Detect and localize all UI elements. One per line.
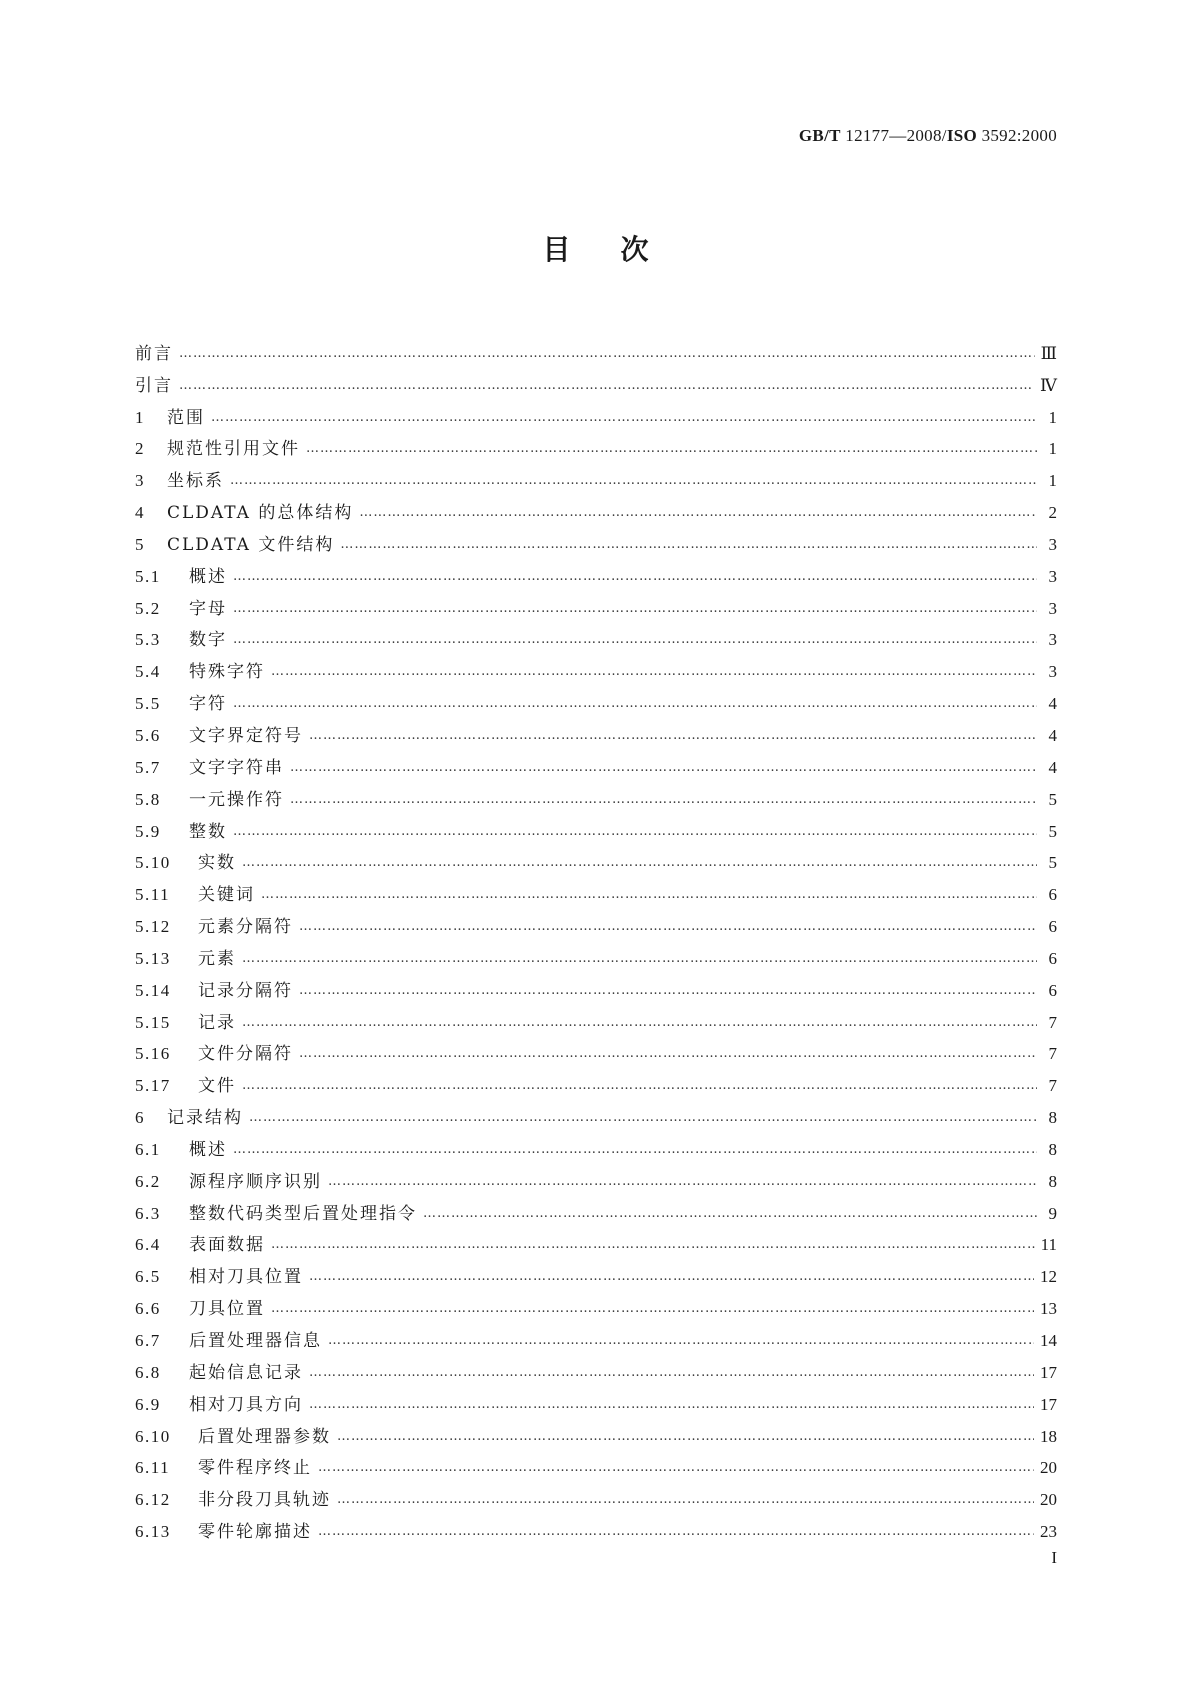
toc-entry-page: 1 (1048, 407, 1057, 427)
toc-dot-leader (242, 852, 1037, 874)
toc-entry-page: Ⅳ (1040, 375, 1057, 395)
toc-dot-leader (242, 948, 1037, 970)
toc-entry-title: 文件 (198, 1076, 236, 1097)
toc-dot-leader (318, 1521, 1034, 1543)
standard-code-gb: GB/T (798, 126, 841, 145)
toc-entry-title: 整数 (189, 821, 227, 842)
toc-entry-page: 5 (1048, 789, 1057, 809)
toc-entry[interactable] (135, 1161, 1057, 1193)
toc-entry-page: 8 (1048, 1108, 1057, 1128)
toc-entry-page: 17 (1040, 1362, 1057, 1382)
toc-entry-page: 3 (1048, 566, 1057, 586)
toc-entry-page: 3 (1048, 630, 1057, 650)
toc-entry-title: 字母 (189, 598, 227, 619)
toc-dot-leader (233, 566, 1037, 588)
toc-entry[interactable] (135, 779, 1057, 811)
toc-entry-number: 4 (135, 503, 145, 523)
toc-entry-title: 记录结构 (167, 1108, 243, 1129)
toc-entry-title: 记录 (198, 1012, 236, 1033)
toc-entry-number: 6.5 (135, 1267, 161, 1287)
toc-entry-number: 5.11 (135, 885, 171, 905)
toc-entry[interactable] (135, 1288, 1057, 1320)
toc-entry[interactable] (135, 1097, 1057, 1129)
toc-entry-page: 6 (1048, 885, 1057, 905)
toc-entry-number: 6.12 (135, 1490, 171, 1510)
toc-entry-title: 刀具位置 (189, 1299, 265, 1320)
toc-entry-title: 概述 (189, 566, 227, 587)
toc-entry-page: 7 (1048, 1044, 1057, 1064)
toc-entry[interactable] (135, 556, 1057, 588)
toc-entry[interactable] (135, 715, 1057, 747)
toc-entry-number: 6.2 (135, 1171, 161, 1191)
toc-entry[interactable] (135, 1065, 1057, 1097)
toc-entry[interactable] (135, 429, 1057, 461)
toc-entry-title: CLDATA 文件结构 (167, 534, 335, 555)
toc-entry-title: 整数代码类型后置处理指令 (189, 1203, 417, 1224)
toc-dot-leader (233, 629, 1037, 651)
toc-entry[interactable] (135, 1384, 1057, 1416)
toc-dot-leader (290, 757, 1037, 779)
toc-entry-title: 零件轮廓描述 (198, 1522, 312, 1543)
toc-entry-page: 3 (1048, 598, 1057, 618)
toc-entry-title: 文件分隔符 (198, 1044, 293, 1065)
toc-entry-page: 12 (1040, 1267, 1057, 1287)
toc-entry-page: 5 (1048, 821, 1057, 841)
toc-entry[interactable] (135, 874, 1057, 906)
toc-entry-title: 字符 (189, 694, 227, 715)
toc-entry-page: 23 (1040, 1522, 1057, 1542)
toc-entry-number: 5.9 (135, 821, 161, 841)
toc-entry-number: 1 (135, 407, 145, 427)
toc-dot-leader (328, 1330, 1034, 1352)
toc-entry-number: 5.13 (135, 948, 171, 968)
toc-entry-title: 规范性引用文件 (167, 439, 300, 460)
toc-entry-number: 6.7 (135, 1331, 161, 1350)
toc-entry-page: 7 (1048, 1076, 1057, 1096)
standard-code-number: 12177—2008/ (840, 126, 947, 145)
toc-entry-title: 非分段刀具轨迹 (198, 1490, 331, 1511)
toc-entry[interactable] (135, 1256, 1057, 1288)
toc-entry[interactable] (135, 1448, 1057, 1480)
toc-entry-title: 文字字符串 (189, 757, 284, 778)
toc-entry[interactable] (135, 492, 1057, 524)
toc-entry-title: 特殊字符 (189, 662, 265, 683)
standard-code (799, 126, 1057, 146)
toc-entry[interactable] (135, 1225, 1057, 1257)
toc-entry-number: 6.9 (135, 1394, 161, 1414)
toc-entry-number: 5.15 (135, 1012, 171, 1032)
toc-entry-page: 3 (1048, 662, 1057, 682)
toc-entry-title: 坐标系 (167, 471, 224, 492)
toc-entry-number: 5 (135, 534, 145, 554)
toc-entry-page: 17 (1040, 1394, 1057, 1414)
toc-dot-leader (359, 502, 1037, 524)
toc-dot-leader (249, 1107, 1037, 1129)
toc-entry-page: Ⅲ (1040, 343, 1057, 363)
toc-entry[interactable] (135, 1416, 1057, 1448)
toc-dot-leader (233, 821, 1037, 843)
toc-entry-page: 20 (1040, 1490, 1057, 1510)
toc-entry[interactable] (135, 811, 1057, 843)
toc-entry[interactable] (135, 683, 1057, 715)
toc-entry-title: 零件程序终止 (198, 1458, 312, 1479)
toc-dot-leader (337, 1426, 1034, 1448)
toc-entry-title: 数字 (189, 630, 227, 651)
toc-entry-page: 5 (1048, 853, 1057, 873)
toc-dot-leader (271, 661, 1037, 683)
toc-dot-leader (299, 980, 1037, 1002)
toc-entry[interactable] (135, 397, 1057, 429)
toc-entry[interactable] (135, 460, 1057, 492)
toc-entry-title: 相对刀具位置 (189, 1267, 303, 1288)
toc-entry[interactable] (135, 365, 1057, 397)
toc-entry-number: 6.1 (135, 1139, 161, 1159)
toc-entry-title: 记录分隔符 (198, 980, 293, 1001)
toc-dot-leader (211, 407, 1037, 429)
toc-entry-title: CLDATA 的总体结构 (167, 503, 354, 524)
toc-entry-title: 引言 (135, 375, 173, 396)
toc-entry-page: 4 (1048, 757, 1057, 777)
toc-entry-number: 5.3 (135, 630, 161, 650)
toc-entry-page: 11 (1040, 1235, 1057, 1255)
toc-entry[interactable] (135, 524, 1057, 556)
table-of-contents (135, 333, 1057, 1543)
toc-entry[interactable] (135, 1320, 1057, 1352)
toc-entry[interactable] (135, 651, 1057, 683)
toc-entry-page: 9 (1048, 1203, 1057, 1223)
toc-entry-title: 元素 (198, 948, 236, 969)
toc-entry-number: 5.17 (135, 1076, 171, 1096)
toc-dot-leader (318, 1457, 1034, 1479)
toc-dot-leader (309, 725, 1037, 747)
toc-entry-title: 相对刀具方向 (189, 1394, 303, 1415)
toc-dot-leader (299, 916, 1037, 938)
toc-entry-page: 1 (1048, 471, 1057, 491)
toc-entry-page: 7 (1048, 1012, 1057, 1032)
toc-entry-page: 3 (1048, 534, 1057, 554)
toc-entry-title: 实数 (198, 853, 236, 874)
toc-entry-page: 8 (1048, 1139, 1057, 1159)
toc-entry-number: 5.2 (135, 598, 161, 618)
toc-entry-number: 3 (135, 471, 145, 491)
toc-entry-number: 6.6 (135, 1299, 161, 1319)
toc-dot-leader (309, 1266, 1034, 1288)
toc-entry-page: 4 (1048, 725, 1057, 745)
toc-entry-number: 5.8 (135, 789, 161, 809)
toc-entry[interactable] (135, 588, 1057, 620)
toc-entry-number: 5.10 (135, 853, 171, 873)
page-number: I (1051, 1548, 1057, 1567)
toc-entry-number: 6 (135, 1108, 145, 1128)
standard-code-iso: ISO (946, 126, 978, 145)
toc-dot-leader (290, 789, 1037, 811)
toc-entry-number: 6.8 (135, 1362, 161, 1382)
toc-entry-title: 元素分隔符 (198, 917, 293, 938)
toc-entry-number: 6.11 (135, 1458, 171, 1478)
toc-entry[interactable] (135, 1129, 1057, 1161)
toc-entry[interactable] (135, 333, 1057, 365)
toc-dot-leader (233, 1139, 1037, 1161)
toc-entry-number: 6.13 (135, 1522, 171, 1542)
toc-entry-title: 范围 (167, 407, 205, 428)
toc-entry[interactable] (135, 906, 1057, 938)
toc-entry[interactable] (135, 970, 1057, 1002)
toc-dot-leader (179, 375, 1034, 397)
toc-entry[interactable] (135, 843, 1057, 875)
toc-dot-leader (261, 884, 1037, 906)
toc-entry-title: 前言 (135, 343, 173, 364)
toc-entry-number: 5.7 (135, 757, 161, 777)
toc-entry-title: 表面数据 (189, 1235, 265, 1256)
toc-entry-page: 8 (1048, 1171, 1057, 1191)
toc-entry-number: 2 (135, 439, 145, 459)
toc-dot-leader (337, 1489, 1034, 1511)
toc-entry-page: 1 (1048, 439, 1057, 459)
toc-entry-page: 6 (1048, 917, 1057, 937)
toc-entry[interactable] (135, 1352, 1057, 1384)
toc-entry-title: 源程序顺序识别 (189, 1171, 322, 1192)
toc-entry-title: 文字界定符号 (189, 725, 303, 746)
toc-entry[interactable] (135, 1002, 1057, 1034)
toc-dot-leader (309, 1394, 1034, 1416)
toc-entry[interactable] (135, 747, 1057, 779)
toc-dot-leader (230, 470, 1037, 492)
toc-entry-page: 6 (1048, 980, 1057, 1000)
toc-dot-leader (233, 693, 1037, 715)
toc-entry-page: 6 (1048, 948, 1057, 968)
toc-entry-number: 6.3 (135, 1203, 161, 1223)
toc-entry[interactable] (135, 1193, 1057, 1225)
toc-dot-leader (179, 343, 1035, 365)
toc-entry[interactable] (135, 1034, 1057, 1066)
toc-entry-number: 5.4 (135, 662, 161, 682)
toc-entry-title: 一元操作符 (189, 789, 284, 810)
toc-entry-title: 起始信息记录 (189, 1362, 303, 1383)
toc-dot-leader (242, 1012, 1037, 1034)
toc-entry-number: 5.14 (135, 980, 171, 1000)
toc-dot-leader (423, 1203, 1037, 1225)
toc-entry-number: 5.1 (135, 566, 161, 586)
toc-dot-leader (306, 438, 1037, 460)
toc-entry-number: 6.10 (135, 1426, 171, 1446)
standard-code-iso-number: 3592:2000 (977, 126, 1057, 145)
toc-dot-leader (340, 534, 1037, 556)
toc-entry-number: 5.6 (135, 725, 161, 745)
toc-entry-page: 4 (1048, 694, 1057, 714)
toc-entry-page: 20 (1040, 1458, 1057, 1478)
toc-dot-leader (271, 1234, 1035, 1256)
toc-entry-title: 后置处理器信息 (189, 1331, 322, 1351)
toc-dot-leader (233, 598, 1037, 620)
toc-entry-page: 13 (1040, 1299, 1057, 1319)
toc-dot-leader (299, 1043, 1037, 1065)
page-title: 目次 (542, 233, 699, 266)
toc-entry-number: 5.16 (135, 1044, 171, 1064)
toc-entry-page: 2 (1048, 503, 1057, 523)
toc-entry-page: 18 (1040, 1426, 1057, 1446)
toc-entry-page: 14 (1040, 1331, 1057, 1350)
toc-entry-title: 后置处理器参数 (198, 1426, 331, 1447)
toc-entry-number: 5.5 (135, 694, 161, 714)
toc-entry-number: 5.12 (135, 917, 171, 937)
toc-entry-title: 关键词 (198, 885, 255, 906)
toc-entry[interactable] (135, 1511, 1057, 1543)
toc-entry-number: 6.4 (135, 1235, 161, 1255)
toc-dot-leader (309, 1362, 1034, 1384)
toc-dot-leader (242, 1075, 1037, 1097)
toc-dot-leader (328, 1171, 1037, 1193)
toc-entry[interactable] (135, 938, 1057, 970)
toc-entry[interactable] (135, 1479, 1057, 1511)
toc-entry-title: 概述 (189, 1139, 227, 1160)
toc-dot-leader (271, 1298, 1034, 1320)
toc-entry[interactable] (135, 620, 1057, 652)
